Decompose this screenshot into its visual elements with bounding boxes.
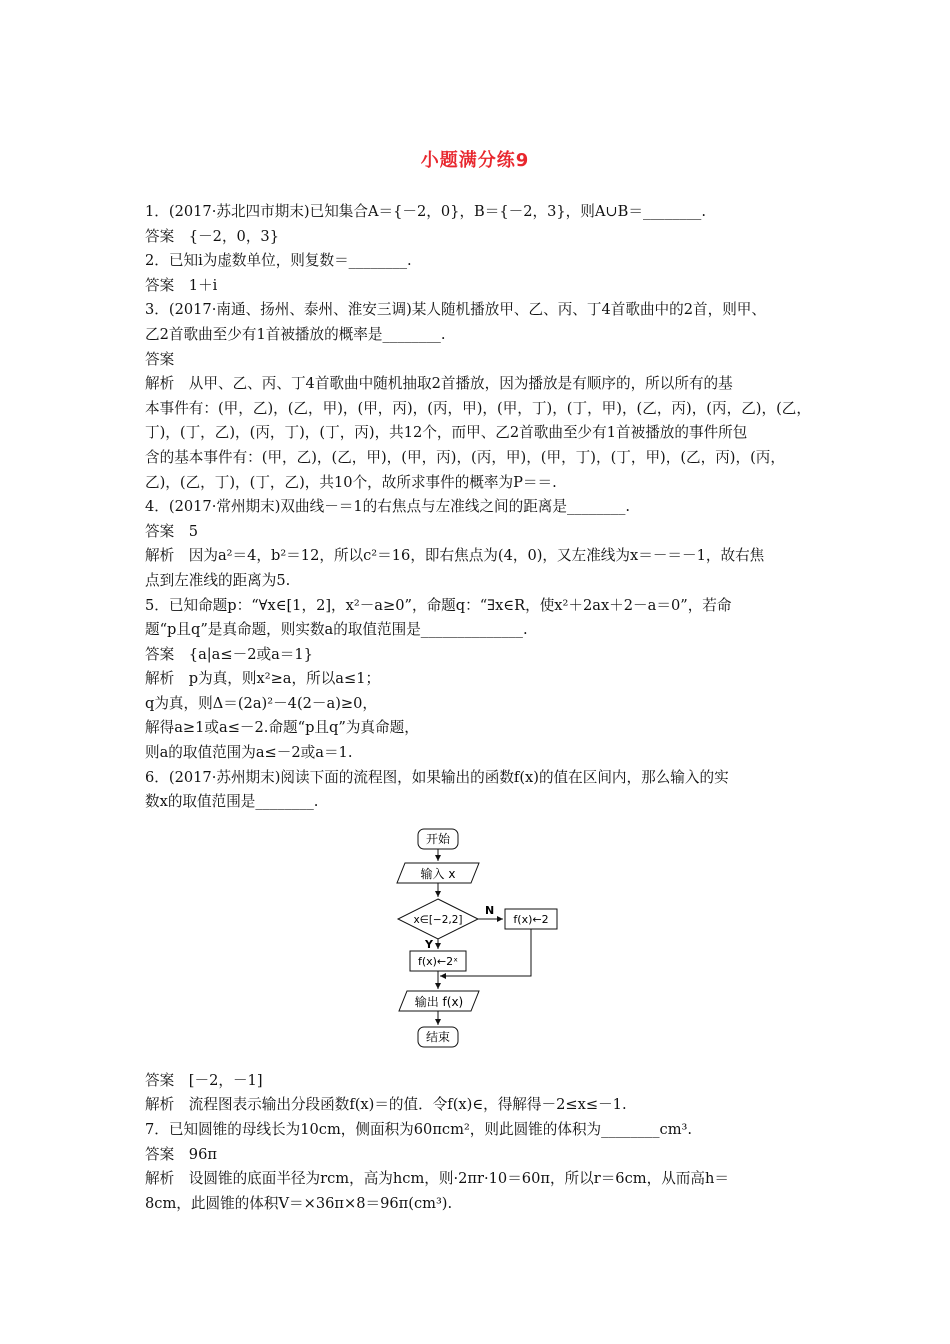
text-line: 8cm，此圆锥的体积V＝×36π×8＝96π(cm³).: [145, 1194, 453, 1212]
text-line: q为真，则Δ＝(2a)²－4(2－a)≥0，: [145, 694, 378, 712]
page-title: 小题满分练9: [420, 150, 530, 171]
text-line: 解析 p为真，则x²≥a，所以a≤1；: [145, 670, 381, 688]
text-line: 7．已知圆锥的母线长为10cm，侧面积为60πcm²，则此圆锥的体积为________cm³.: [145, 1121, 693, 1139]
text-line: 解析 从甲、乙、丙、丁4首歌曲中随机抽取2首播放，因为播放是有顺序的，所以所有的基: [145, 375, 733, 393]
text-line: 4．(2017·常州期末)双曲线－＝1的右焦点与左准线之间的距离是________.: [145, 498, 631, 516]
text-line: 答案 {a|a≤－2或a＝1}: [145, 645, 313, 663]
yes-branch-label: f(x)←2ˣ: [417, 954, 459, 968]
text-line: 答案 5: [145, 522, 199, 540]
text-line: 答案 [－2，－1]: [145, 1071, 263, 1089]
no-label: N: [485, 903, 495, 917]
text-line: 乙)，(乙，丁)，(丁，乙)，共10个，故所求事件的概率为P＝＝.: [145, 473, 557, 491]
input-label: 输入 x: [420, 866, 456, 881]
text-line: 题“p且q”是真命题，则实数a的取值范围是______________.: [145, 621, 528, 639]
text-line: 解析 流程图表示输出分段函数f(x)＝的值．令f(x)∈，得解得－2≤x≤－1.: [145, 1096, 627, 1114]
text-line: 数x的取值范围是________.: [145, 793, 319, 811]
text-line: 答案 {－2，0，3}: [145, 227, 279, 245]
text-line: 含的基本事件有：(甲，乙)，(乙，甲)，(甲，丙)，(丙，甲)，(甲，丁)，(丁，甲)，(乙，丙)，(丙，: [145, 448, 785, 466]
flowchart-svg: [393, 821, 593, 1053]
text-line: 本事件有：(甲，乙)，(乙，甲)，(甲，丙)，(丙，甲)，(甲，丁)，(丁，甲)，(乙，丙)，(丙，乙)，(乙，: [145, 399, 811, 417]
text-line: 答案 96π: [145, 1145, 217, 1163]
text-line: 丁)，(丁，乙)，(丙，丁)，(丁，丙)，共12个，而甲、乙2首歌曲至少有1首被播放的事件所包: [145, 424, 748, 442]
decision-label: x∈[−2,2]: [413, 913, 463, 926]
text-line: 乙2首歌曲至少有1首被播放的概率是________.: [145, 325, 446, 343]
text-line: 2．已知i为虚数单位，则复数＝________.: [145, 252, 412, 270]
document-body: [145, 200, 820, 1216]
text-line: 解得a≥1或a≤－2.命题“p且q”为真命题，: [145, 719, 419, 737]
text-line: 答案 1＋i: [145, 276, 218, 294]
yes-label: Y: [425, 937, 433, 951]
text-line: 1．(2017·苏北四市期末)已知集合A＝{－2，0}，B＝{－2，3}，则A∪B＝________.: [145, 203, 706, 220]
start-label: 开始: [425, 831, 451, 846]
no-branch-label: f(x)←2: [513, 912, 549, 926]
text-line: 3．(2017·南通、扬州、泰州、淮安三调)某人随机播放甲、乙、丙、丁4首歌曲中的2首，则甲、: [145, 301, 766, 319]
text-line: 答案: [145, 350, 175, 368]
text-line: 则a的取值范围为a≤－2或a＝1.: [145, 744, 353, 762]
text-line: 5．已知命题p：“∀x∈[1，2]，x²－a≥0”，命题q：“∃x∈R，使x²＋2ax＋2－a＝0”，若命: [145, 596, 732, 614]
flowchart: [145, 821, 820, 1061]
text-line: 6．(2017·苏州期末)阅读下面的流程图，如果输出的函数f(x)的值在区间内，那么输入的实: [145, 768, 729, 786]
output-label: 输出 f(x): [414, 994, 464, 1009]
end-label: 结束: [425, 1029, 451, 1044]
text-line: 解析 因为a²＝4，b²＝12，所以c²＝16，即右焦点为(4，0)，又左准线为x＝－＝－1，故右焦: [145, 547, 765, 565]
text-line: 点到左准线的距离为5.: [145, 571, 291, 589]
text-line: 解析 设圆锥的底面半径为rcm，高为hcm，则·2πr·10＝60π，所以r＝6cm，从而高h＝: [145, 1170, 729, 1188]
